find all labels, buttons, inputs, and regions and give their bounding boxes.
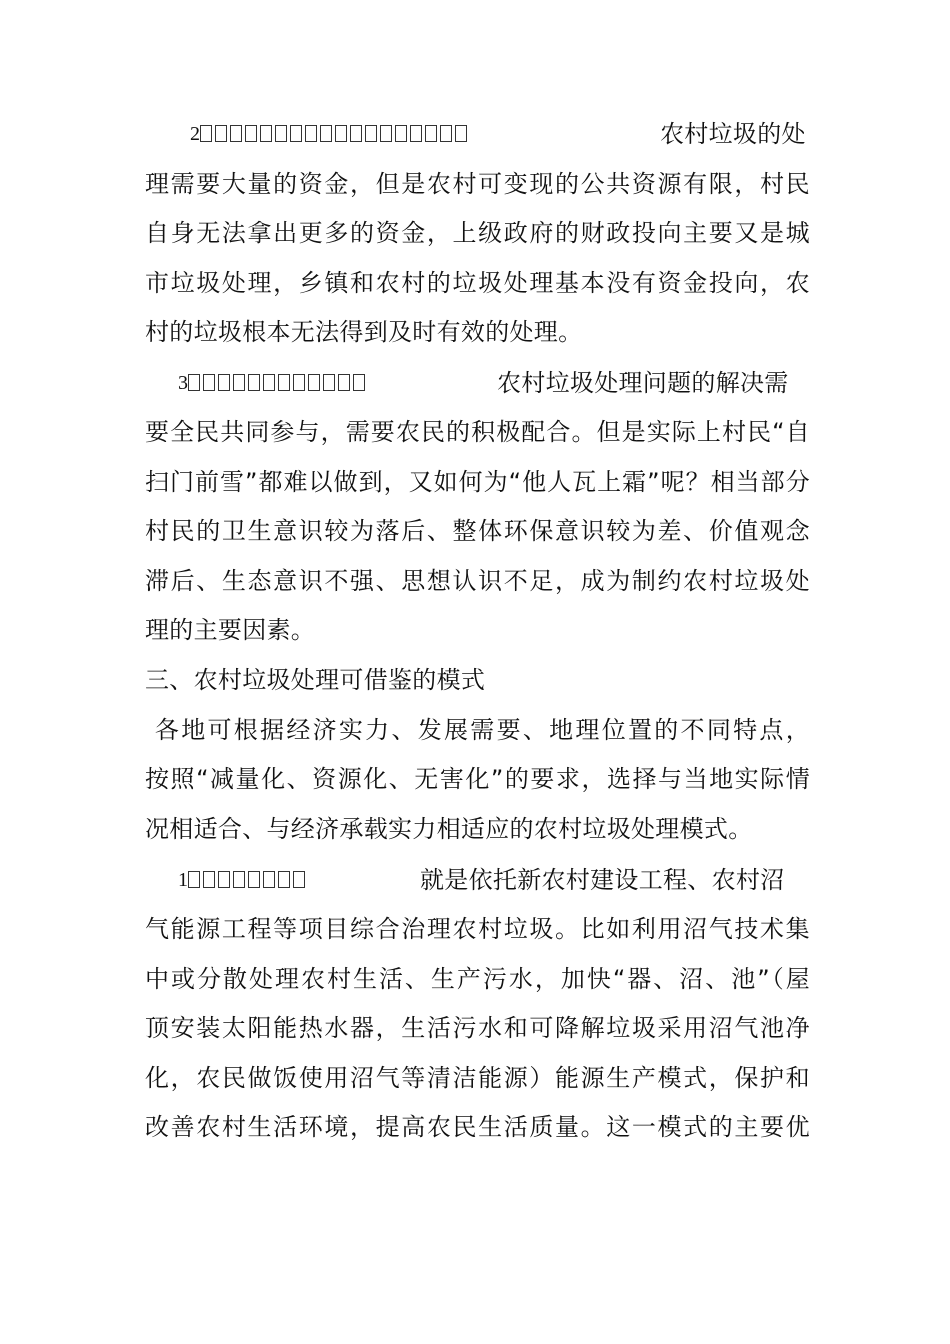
p1-lead-number: 2 [190, 123, 200, 145]
missing-glyph-box [278, 871, 290, 888]
missing-glyph-box [263, 374, 275, 391]
missing-glyph-box [425, 125, 437, 142]
p2-first-line-tail: 农村垃圾处理问题的解决需 [497, 369, 789, 397]
p1-first-line-tail: 农村垃圾的处 [660, 120, 806, 148]
p3-line-3: 况相适合、与经济承载实力相适应的农村垃圾处理模式。 [145, 815, 753, 843]
missing-glyph-box [323, 374, 335, 391]
p4-line-5: 改善农村生活环境，提高农民生活质量。这一模式的主要优 [145, 1113, 810, 1141]
missing-glyph-box [200, 125, 212, 142]
missing-glyph-box [320, 125, 332, 142]
missing-glyph-box [353, 374, 365, 391]
p2-line-4: 滞后、生态意识不强、思想认识不足，成为制约农村垃圾处 [145, 567, 810, 595]
missing-glyph-box [293, 374, 305, 391]
missing-glyph-box [440, 125, 452, 142]
missing-glyph-box [380, 125, 392, 142]
missing-glyph-box [275, 125, 287, 142]
p2-lead-boxes [188, 372, 368, 394]
p4-line-4: 化，农民做饭使用沼气等清洁能源）能源生产模式，保护和 [145, 1064, 810, 1092]
missing-glyph-box [233, 374, 245, 391]
missing-glyph-box [293, 871, 305, 888]
missing-glyph-box [455, 125, 467, 142]
missing-glyph-box [188, 871, 200, 888]
missing-glyph-box [335, 125, 347, 142]
missing-glyph-box [305, 125, 317, 142]
missing-glyph-box [365, 125, 377, 142]
missing-glyph-box [278, 374, 290, 391]
p1-lead [190, 114, 470, 154]
p4-lead [178, 860, 308, 900]
p2-line-1: 要全民共同参与，需要农民的积极配合。但是实际上村民“自 [145, 418, 810, 446]
missing-glyph-box [248, 374, 260, 391]
missing-glyph-box [233, 871, 245, 888]
p4-first-line-tail: 就是依托新农村建设工程、农村沼 [420, 866, 785, 894]
missing-glyph-box [248, 871, 260, 888]
missing-glyph-box [188, 374, 200, 391]
p2-line-3: 村民的卫生意识较为落后、整体环保意识较为差、价值观念 [145, 517, 810, 545]
p4-lead-boxes [188, 869, 308, 891]
missing-glyph-box [245, 125, 257, 142]
missing-glyph-box [290, 125, 302, 142]
p2-lead [178, 363, 368, 403]
missing-glyph-box [218, 374, 230, 391]
p4-line-3: 顶安装太阳能热水器，生活污水和可降解垃圾采用沼气池净 [145, 1014, 810, 1042]
p3-line-1: 各地可根据经济实力、发展需要、地理位置的不同特点， [145, 716, 810, 744]
missing-glyph-box [263, 871, 275, 888]
p1-line-1: 理需要大量的资金，但是农村可变现的公共资源有限，村民 [145, 170, 810, 198]
p4-line-2: 中或分散处理农村生活、生产污水，加快“器、沼、池”（屋 [145, 965, 810, 993]
p4-lead-number: 1 [178, 869, 188, 891]
missing-glyph-box [230, 125, 242, 142]
p3-line-2: 按照“减量化、资源化、无害化”的要求，选择与当地实际情 [145, 765, 810, 793]
p1-lead-boxes [200, 123, 470, 145]
missing-glyph-box [395, 125, 407, 142]
missing-glyph-box [338, 374, 350, 391]
p4-line-1: 气能源工程等项目综合治理农村垃圾。比如利用沼气技术集 [145, 915, 810, 943]
p1-line-3: 市垃圾处理，乡镇和农村的垃圾处理基本没有资金投向，农 [145, 269, 810, 297]
p1-line-2: 自身无法拿出更多的资金，上级政府的财政投向主要又是城 [145, 219, 810, 247]
missing-glyph-box [260, 125, 272, 142]
missing-glyph-box [215, 125, 227, 142]
p1-line-4: 村的垃圾根本无法得到及时有效的处理。 [145, 318, 583, 346]
missing-glyph-box [203, 871, 215, 888]
p2-lead-number: 3 [178, 372, 188, 394]
missing-glyph-box [203, 374, 215, 391]
missing-glyph-box [308, 374, 320, 391]
missing-glyph-box [410, 125, 422, 142]
section-heading: 三、农村垃圾处理可借鉴的模式 [145, 666, 486, 694]
missing-glyph-box [350, 125, 362, 142]
p2-line-5: 理的主要因素。 [145, 616, 316, 644]
p2-line-2: 扫门前雪”都难以做到，又如何为“他人瓦上霜”呢？相当部分 [145, 468, 810, 496]
missing-glyph-box [218, 871, 230, 888]
